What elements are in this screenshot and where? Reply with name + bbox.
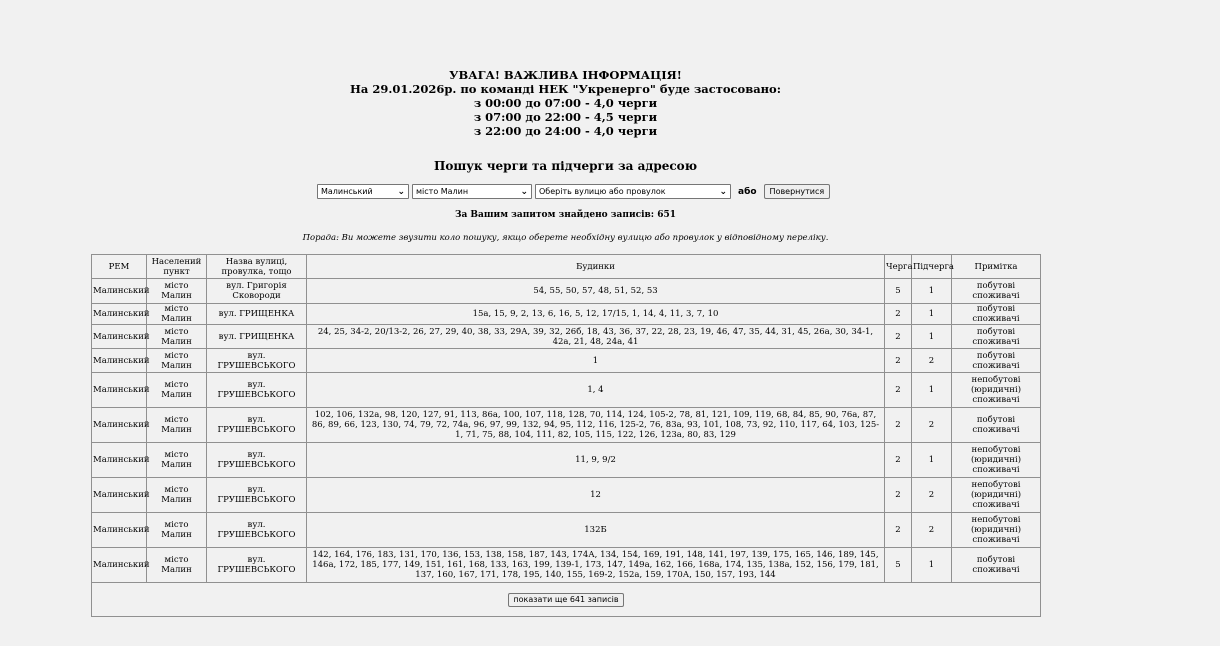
cell-subqueue: 2	[912, 513, 952, 548]
cell-note: непобутові (юридичні) споживачі	[952, 373, 1041, 408]
cell-buildings: 1, 4	[307, 373, 885, 408]
cell-queue: 2	[885, 513, 912, 548]
cell-street: вул. ГРУШЕВСЬКОГО	[207, 373, 307, 408]
cell-subqueue: 1	[912, 279, 952, 304]
result-count: За Вашим запитом знайдено записів: 651	[454, 210, 677, 220]
search-tip: Порада: Ви можете звузити коло пошуку, якщо оберете необхідну вулицю або провулок у відповідному переліку.	[302, 233, 829, 243]
table-row	[92, 373, 1041, 408]
table-header-row	[92, 255, 1041, 279]
cell-queue: 2	[885, 443, 912, 478]
cell-queue: 2	[885, 478, 912, 513]
cell-rem: Малинський	[92, 279, 147, 304]
cell-rem: Малинський	[92, 325, 147, 349]
column-header-subqueue: Підчерга	[912, 255, 952, 279]
cell-subqueue: 2	[912, 408, 952, 443]
cell-street: вул. ГРУШЕВСЬКОГО	[207, 443, 307, 478]
cell-rem: Малинський	[92, 304, 147, 325]
table-row	[92, 548, 1041, 583]
table-row	[92, 325, 1041, 349]
cell-subqueue: 1	[912, 373, 952, 408]
settlement-select[interactable]	[412, 184, 532, 199]
cell-rem: Малинський	[92, 443, 147, 478]
cell-street: вул. ГРИЩЕНКА	[207, 325, 307, 349]
cell-queue: 2	[885, 408, 912, 443]
cell-settlement: місто Малин	[147, 325, 207, 349]
cell-buildings: 1	[307, 349, 885, 373]
cell-note: непобутові (юридичні) споживачі	[952, 443, 1041, 478]
table-footer	[92, 583, 1041, 617]
cell-buildings: 12	[307, 478, 885, 513]
table-row	[92, 349, 1041, 373]
cell-subqueue: 1	[912, 548, 952, 583]
table-row	[92, 408, 1041, 443]
table-footer-row	[92, 583, 1041, 617]
column-header-note: Примітка	[952, 255, 1041, 279]
column-header-street: Назва вулиці, провулка, тощо	[207, 255, 307, 279]
cell-buildings: 54, 55, 50, 57, 48, 51, 52, 53	[307, 279, 885, 304]
cell-buildings: 24, 25, 34-2, 20/13-2, 26, 27, 29, 40, 38, 33, 29А, 39, 32, 26б, 18, 43, 36, 37, 22, 28, 23, 19, 46, 47, 35, 44, 31, 45, 26а, 30, 34-1, 42а, 21, 48, 24а, 41	[307, 325, 885, 349]
table-row	[92, 513, 1041, 548]
cell-queue: 2	[885, 349, 912, 373]
cell-subqueue: 1	[912, 325, 952, 349]
cell-street: вул. ГРУШЕВСЬКОГО	[207, 548, 307, 583]
back-button[interactable]: Повернутися	[764, 184, 831, 199]
rem-select-value: Малинський	[321, 187, 373, 196]
cell-settlement: місто Малин	[147, 513, 207, 548]
cell-street: вул. ГРИЩЕНКА	[207, 304, 307, 325]
cell-note: побутові споживачі	[952, 408, 1041, 443]
cell-settlement: місто Малин	[147, 349, 207, 373]
cell-settlement: місто Малин	[147, 408, 207, 443]
notice-date-line: На 29.01.2026р. по команді НЕК "Укренерго" буде застосовано:	[350, 82, 781, 96]
notice-schedule-line: з 00:00 до 07:00 - 4,0 черги	[473, 96, 658, 110]
cell-street: вул. ГРУШЕВСЬКОГО	[207, 478, 307, 513]
column-header-queue: Черга	[885, 255, 912, 279]
cell-buildings: 142, 164, 176, 183, 131, 170, 136, 153, 138, 158, 187, 143, 174А, 134, 154, 169, 191, 148, 141, 197, 139, 175, 165, 146, 189, 145, 146а, 172, 185, 177, 149, 151, 161, 168, 133, 163, 199, 139-1, 173, 147, 149а, 162, 166, 168а, 174, 135, 138а, 152, 156, 179, 181, 137, 160, 167, 171, 178, 195, 140, 155, 169-2, 152а, 159, 170А, 150, 157, 193, 144	[307, 548, 885, 583]
cell-note: побутові споживачі	[952, 304, 1041, 325]
cell-note: непобутові (юридичні) споживачі	[952, 478, 1041, 513]
street-select-value: Оберіть вулицю або провулок	[539, 187, 666, 196]
chevron-down-icon: ⌄	[397, 186, 405, 197]
results-table	[91, 254, 1041, 617]
cell-note: побутові споживачі	[952, 548, 1041, 583]
cell-subqueue: 2	[912, 478, 952, 513]
cell-queue: 2	[885, 325, 912, 349]
table-row	[92, 478, 1041, 513]
cell-rem: Малинський	[92, 349, 147, 373]
cell-buildings: 15а, 15, 9, 2, 13, 6, 16, 5, 12, 17/15, 1, 14, 4, 11, 3, 7, 10	[307, 304, 885, 325]
column-header-buildings: Будинки	[307, 255, 885, 279]
cell-queue: 2	[885, 304, 912, 325]
cell-note: побутові споживачі	[952, 325, 1041, 349]
cell-rem: Малинський	[92, 548, 147, 583]
notice-schedule-line: з 07:00 до 22:00 - 4,5 черги	[473, 110, 658, 124]
cell-subqueue: 1	[912, 443, 952, 478]
cell-note: непобутові (юридичні) споживачі	[952, 513, 1041, 548]
chevron-down-icon: ⌄	[719, 186, 727, 197]
notice-title: УВАГА! ВАЖЛИВА ІНФОРМАЦІЯ!	[449, 68, 682, 82]
cell-settlement: місто Малин	[147, 548, 207, 583]
table-row	[92, 279, 1041, 304]
search-title: Пошук черги та підчерги за адресою	[434, 159, 697, 173]
table-row	[92, 443, 1041, 478]
search-filters	[317, 184, 830, 199]
cell-settlement: місто Малин	[147, 279, 207, 304]
cell-queue: 5	[885, 548, 912, 583]
rem-select[interactable]	[317, 184, 409, 199]
cell-street: вул. ГРУШЕВСЬКОГО	[207, 349, 307, 373]
cell-subqueue: 1	[912, 304, 952, 325]
cell-queue: 5	[885, 279, 912, 304]
cell-rem: Малинський	[92, 513, 147, 548]
chevron-down-icon: ⌄	[520, 186, 528, 197]
cell-queue: 2	[885, 373, 912, 408]
cell-street: вул. ГРУШЕВСЬКОГО	[207, 408, 307, 443]
cell-settlement: місто Малин	[147, 373, 207, 408]
cell-subqueue: 2	[912, 349, 952, 373]
cell-buildings: 132Б	[307, 513, 885, 548]
important-notice	[0, 68, 1131, 138]
cell-rem: Малинський	[92, 373, 147, 408]
cell-street: вул. ГРУШЕВСЬКОГО	[207, 513, 307, 548]
street-select[interactable]	[535, 184, 731, 199]
cell-street: вул. Григорія Сковороди	[207, 279, 307, 304]
cell-rem: Малинський	[92, 408, 147, 443]
cell-note: побутові споживачі	[952, 279, 1041, 304]
notice-schedule-line: з 22:00 до 24:00 - 4,0 черги	[473, 124, 658, 138]
cell-note: побутові споживачі	[952, 349, 1041, 373]
cell-rem: Малинський	[92, 478, 147, 513]
table-row	[92, 304, 1041, 325]
cell-settlement: місто Малин	[147, 304, 207, 325]
cell-settlement: місто Малин	[147, 443, 207, 478]
cell-buildings: 102, 106, 132а, 98, 120, 127, 91, 113, 86а, 100, 107, 118, 128, 70, 114, 124, 105-2, 78, 81, 121, 109, 119, 68, 84, 85, 90, 76а, 87, 86, 89, 66, 123, 130, 74, 79, 72, 74а, 96, 97, 99, 132, 94, 95, 112, 116, 125-2, 76, 83а, 93, 101, 108, 73, 92, 110, 117, 64, 103, 125-1, 71, 75, 88, 104, 111, 82, 105, 115, 122, 126, 123а, 80, 83, 129	[307, 408, 885, 443]
cell-buildings: 11, 9, 9/2	[307, 443, 885, 478]
or-label: або	[738, 186, 757, 197]
show-more-button[interactable]: показати ще 641 записів	[508, 593, 623, 607]
cell-settlement: місто Малин	[147, 478, 207, 513]
settlement-select-value: місто Малин	[416, 187, 469, 196]
column-header-settlement: Населений пункт	[147, 255, 207, 279]
column-header-rem: РЕМ	[92, 255, 147, 279]
